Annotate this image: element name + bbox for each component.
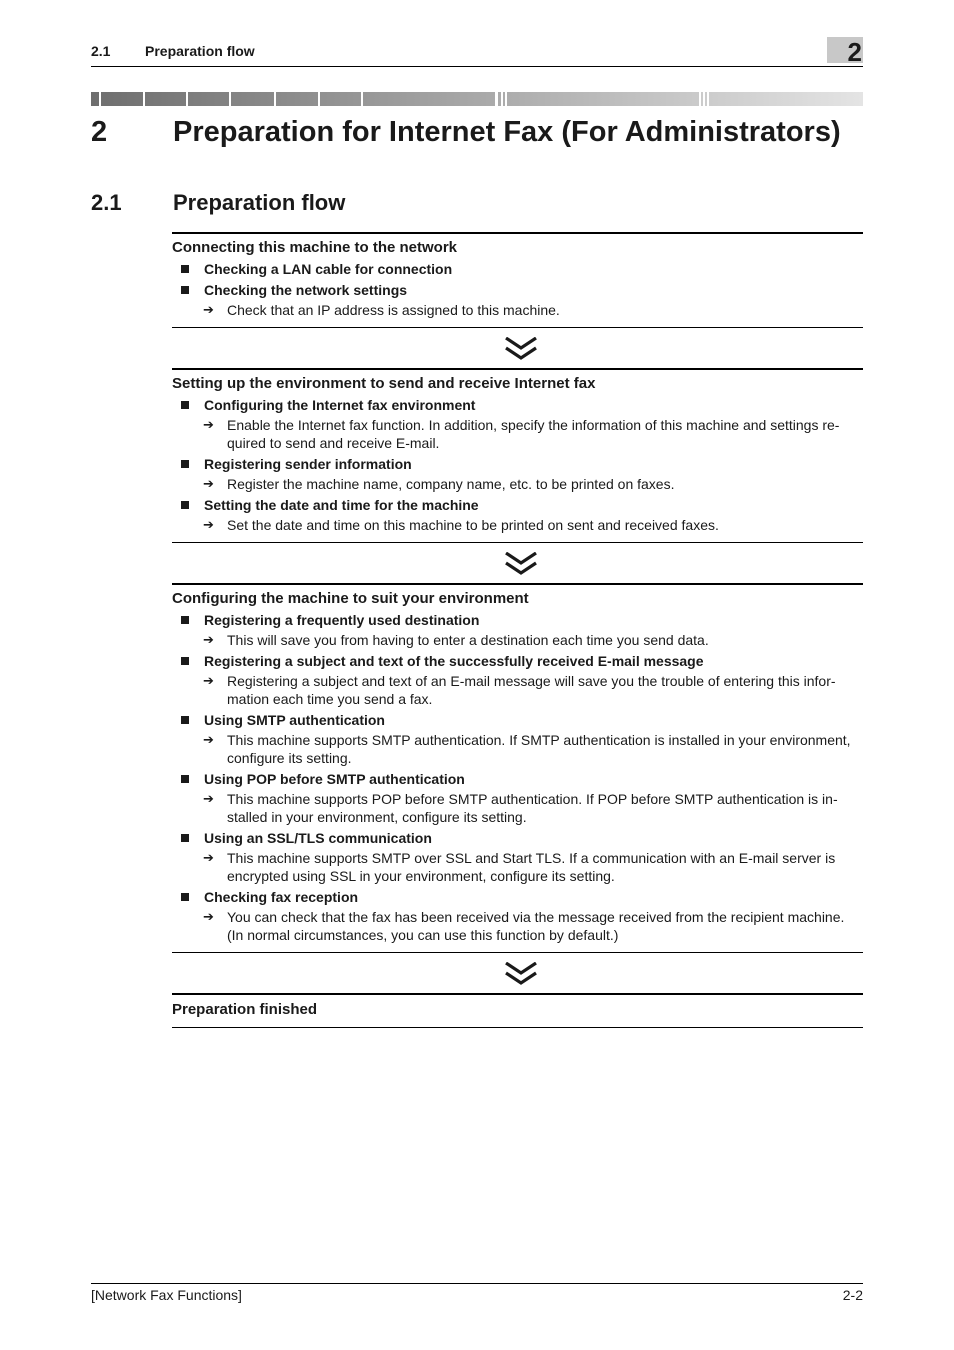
detail-text: This machine supports POP before SMTP authentication. If POP before SMTP authentication is in-stalled in your environment, configure its setting. <box>227 791 838 825</box>
page-footer <box>91 1283 863 1303</box>
item-label: Using an SSL/TLS communication <box>204 830 432 846</box>
chapter-number: 2 <box>91 116 108 148</box>
double-chevron-down-icon <box>505 337 537 361</box>
detail-text: Register the machine name, company name, etc. to be printed on faxes. <box>227 476 675 492</box>
item-label: Using POP before SMTP authentication <box>204 771 465 787</box>
chapter-heading <box>91 116 863 156</box>
square-bullet-icon <box>181 716 189 724</box>
detail-text: Registering a subject and text of an E-mail message will save you the trouble of entering this infor-mation each time you send a fax. <box>227 673 836 707</box>
item-label: Checking a LAN cable for connection <box>204 261 453 277</box>
item-label: Checking the network settings <box>204 282 408 298</box>
item-detail <box>172 672 863 708</box>
square-bullet-icon <box>181 501 189 509</box>
item-label: Configuring the Internet fax environment <box>204 397 476 413</box>
list-item <box>172 395 863 415</box>
item-detail <box>172 631 863 649</box>
double-chevron-down-icon <box>505 962 537 986</box>
arrow-right-icon: ➔ <box>203 909 214 924</box>
double-chevron-down-icon <box>505 552 537 576</box>
step-title: Preparation finished <box>172 1001 318 1018</box>
step-title: Connecting this machine to the network <box>172 239 458 256</box>
page-number: 2-2 <box>842 1287 863 1303</box>
square-bullet-icon <box>181 286 189 294</box>
detail-text: This machine supports SMTP authentication. If SMTP authentication is installed in your environment, configure its setting. <box>227 732 851 766</box>
flow-step-environment <box>172 368 863 543</box>
flow-step-finished <box>172 993 863 1028</box>
detail-text: You can check that the fax has been received via the message received from the recipient machine. (In normal circumstances, you can use this function by default.) <box>227 909 845 943</box>
preparation-flow <box>172 232 863 1028</box>
arrow-right-icon: ➔ <box>203 732 214 747</box>
list-item <box>172 769 863 789</box>
list-item <box>172 454 863 474</box>
arrow-right-icon: ➔ <box>203 517 214 532</box>
list-item <box>172 828 863 848</box>
arrow-right-icon: ➔ <box>203 302 214 317</box>
detail-text: Check that an IP address is assigned to this machine. <box>227 302 560 318</box>
square-bullet-icon <box>181 834 189 842</box>
square-bullet-icon <box>181 401 189 409</box>
list-item <box>172 651 863 671</box>
flow-step-network <box>172 232 863 328</box>
arrow-right-icon: ➔ <box>203 476 214 491</box>
item-detail <box>172 731 863 767</box>
step-title: Configuring the machine to suit your environment <box>172 590 529 607</box>
square-bullet-icon <box>181 616 189 624</box>
item-label: Checking fax reception <box>204 889 359 905</box>
manual-name: [Network Fax Functions] <box>91 1287 242 1303</box>
running-header <box>91 37 863 67</box>
item-label: Using SMTP authentication <box>204 712 385 728</box>
square-bullet-icon <box>181 775 189 783</box>
arrow-right-icon: ➔ <box>203 791 214 806</box>
item-label: Setting the date and time for the machine <box>204 497 479 513</box>
item-detail <box>172 475 863 493</box>
list-item <box>172 710 863 730</box>
item-label: Registering a subject and text of the successfully received E-mail message <box>204 653 704 669</box>
item-detail <box>172 301 863 319</box>
detail-text: Set the date and time on this machine to be printed on sent and received faxes. <box>227 517 719 533</box>
item-detail <box>172 849 863 885</box>
chapter-title: Preparation for Internet Fax (For Administrators) <box>173 116 841 148</box>
list-item <box>172 887 863 907</box>
square-bullet-icon <box>181 265 189 273</box>
item-detail <box>172 790 863 826</box>
detail-text: This will save you from having to enter a destination each time you send data. <box>227 632 709 648</box>
step-title: Setting up the environment to send and receive Internet fax <box>172 375 596 392</box>
section-title: Preparation flow <box>173 190 346 215</box>
detail-text: Enable the Internet fax function. In addition, specify the information of this machine and settings re-quired to send and receive E-mail. <box>227 417 840 451</box>
list-item <box>172 610 863 630</box>
square-bullet-icon <box>181 460 189 468</box>
detail-text: This machine supports SMTP over SSL and Start TLS. If a communication with an E-mail server is encrypted using SSL in your environment, configure its setting. <box>227 850 836 884</box>
item-detail <box>172 516 863 534</box>
header-section-title: Preparation flow <box>145 43 255 59</box>
list-item <box>172 280 863 300</box>
flow-connector <box>172 328 863 368</box>
item-detail <box>172 908 863 944</box>
flow-step-configure <box>172 583 863 953</box>
item-detail <box>172 416 863 452</box>
arrow-right-icon: ➔ <box>203 417 214 432</box>
header-section-number: 2.1 <box>91 43 111 59</box>
item-label: Registering a frequently used destination <box>204 612 480 628</box>
arrow-right-icon: ➔ <box>203 850 214 865</box>
section-number: 2.1 <box>91 190 122 215</box>
list-item <box>172 259 863 279</box>
square-bullet-icon <box>181 657 189 665</box>
arrow-right-icon: ➔ <box>203 673 214 688</box>
square-bullet-icon <box>181 893 189 901</box>
arrow-right-icon: ➔ <box>203 632 214 647</box>
list-item <box>172 495 863 515</box>
flow-connector <box>172 953 863 993</box>
flow-connector <box>172 543 863 583</box>
item-label: Registering sender information <box>204 456 412 472</box>
chapter-tab: 2 <box>827 37 863 63</box>
decorative-header-bar <box>91 92 863 106</box>
